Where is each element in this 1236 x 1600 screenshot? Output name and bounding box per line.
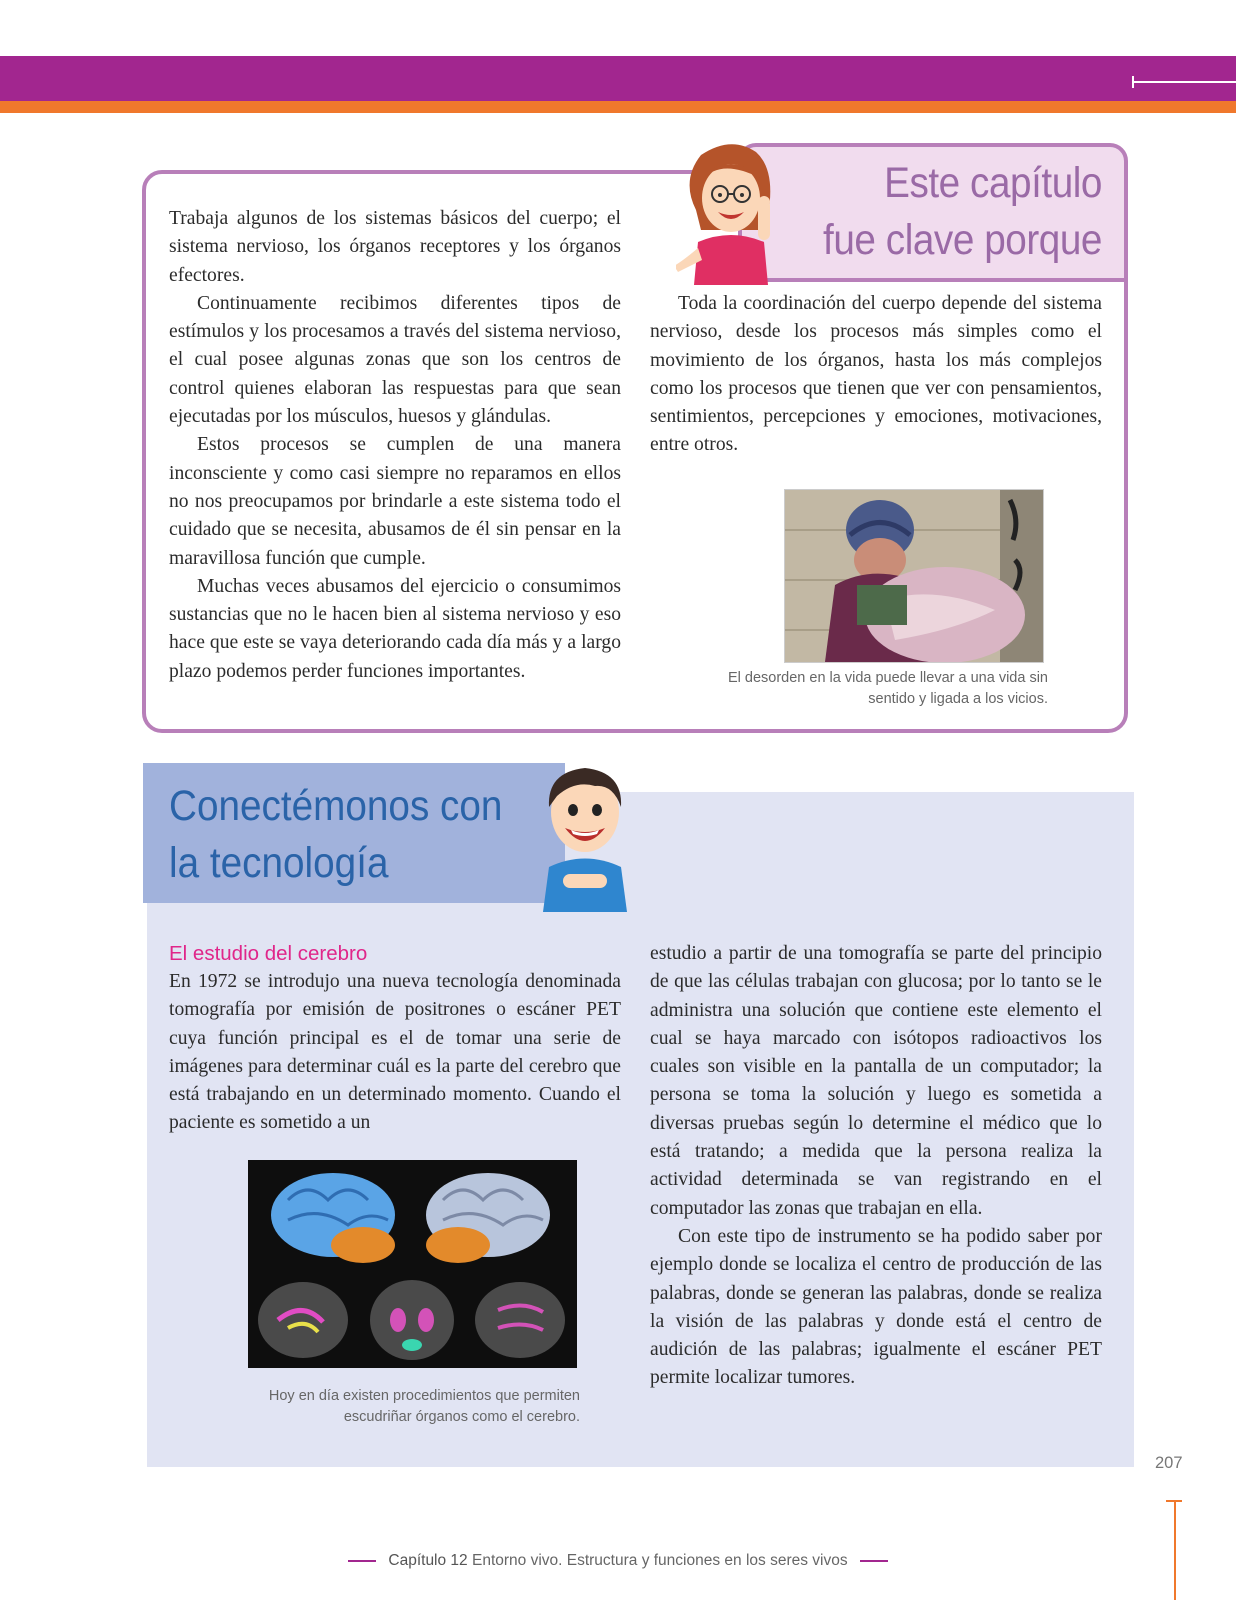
margin-rule — [1174, 1500, 1176, 1600]
header-rule — [1132, 81, 1236, 83]
paragraph: Estos procesos se cumplen de una manera inconsciente y como casi siempre no reparamos en ellos no nos preocupamos por brindarle a este sistema todo el cuidado que se necesita, abusamos de él sin pensar en la maravillosa función que cumple. — [169, 434, 621, 569]
paragraph: Trabaja algunos de los sistemas básicos del cuerpo; el sistema nervioso, los órganos receptores y los órganos efectores. — [169, 208, 621, 286]
paragraph: Continuamente recibimos diferentes tipos de estímulos y los procesamos a través del sistema nervioso, el cual posee algunas zonas que son los centros de control quienes elaboran las respuestas para que sean ejecutadas por los músculos, huesos y glándulas. — [169, 292, 621, 428]
technology-title-line1: Conectémonos con — [169, 782, 503, 830]
chapter-summary-title-line1: Este capítulo — [884, 159, 1102, 207]
technology-title-line2: la tecnología — [169, 839, 389, 887]
boy-character-illustration — [535, 762, 635, 912]
brain-scan-caption — [230, 1386, 580, 1428]
paragraph: En 1972 se introdujo una nueva tecnología denominada tomografía por emisión de positrones o escáner PET cuya función principal es el de tomar una serie de imágenes para determinar cuál es la parte del cerebro que está trabajando en un determinado momento. Cuando el paciente es sometido a un — [169, 971, 621, 1134]
header-magenta-band — [0, 56, 1236, 101]
paragraph: Con este tipo de instrumento se ha podido saber por ejemplo donde se localiza el centro de producción de las palabras, donde se generan las palabras, donde se realiza la visión de las palabras y donde está el centro de audición de las palabras; igualmente el escáner PET permite localizar tumores. — [650, 1225, 1102, 1389]
paragraph: Muchas veces abusamos del ejercicio o consumimos sustancias que no le hacen bien al sistema nervioso y eso hace que este se vaya deteriorando cada día más y a largo plazo podemos perder funciones importantes. — [169, 575, 621, 682]
footer-chapter-title: Entorno vivo. Estructura y funciones en los seres vivos — [471, 1552, 848, 1569]
technology-section-title — [169, 778, 529, 892]
header-rule-tick — [1132, 76, 1134, 88]
caption-line2: escudriñar órganos como el cerebro. — [343, 1409, 580, 1425]
caption-line1: El desorden en la vida puede llevar a una vida sin — [727, 670, 1048, 686]
page-footer — [0, 1552, 1236, 1570]
page-number: 207 — [1155, 1454, 1183, 1472]
chapter-summary-right-column — [650, 290, 1102, 460]
footer-rule-left — [348, 1560, 376, 1562]
brain-study-subtitle: El estudio del cerebro — [169, 942, 368, 965]
technology-right-column — [650, 940, 1102, 1393]
caption-line1: Hoy en día existen procedimientos que permiten — [268, 1388, 580, 1404]
footer-chapter-label: Capítulo 12 — [388, 1552, 468, 1569]
chapter-summary-left-column — [169, 205, 621, 686]
header-orange-band — [0, 101, 1236, 113]
caption-line2: sentido y ligada a los vicios. — [868, 691, 1048, 707]
technology-left-column — [169, 968, 621, 1138]
girl-character-illustration — [676, 140, 786, 285]
homeless-photo-caption — [680, 668, 1048, 710]
homeless-person-photo — [784, 489, 1044, 663]
chapter-summary-title — [794, 155, 1102, 269]
chapter-summary-title-line2: fue clave porque — [823, 216, 1102, 264]
paragraph: estudio a partir de una tomografía se parte del principio de que las células trabajan con glucosa; por lo tanto se le administra una solución que contiene este elemento el cual se haya marcado con isótopos radioactivos los cuales son visible en la pantalla de un computador; la persona se toma la solución y luego es sometida a diversas pruebas según lo determine el médico que lo está tratando; a medida que la persona realiza la actividad determinada se van registrando en el computador las zonas que trabajan en ella. — [650, 943, 1102, 1219]
paragraph: Toda la coordinación del cuerpo depende del sistema nervioso, desde los procesos más simples como el movimiento de los órganos, hasta los más complejos como los procesos que tienen que ver con pensamientos, sentimientos, percepciones y emociones, motivaciones, entre otros. — [650, 293, 1102, 456]
brain-scan-image — [248, 1160, 577, 1368]
footer-rule-right — [860, 1560, 888, 1562]
